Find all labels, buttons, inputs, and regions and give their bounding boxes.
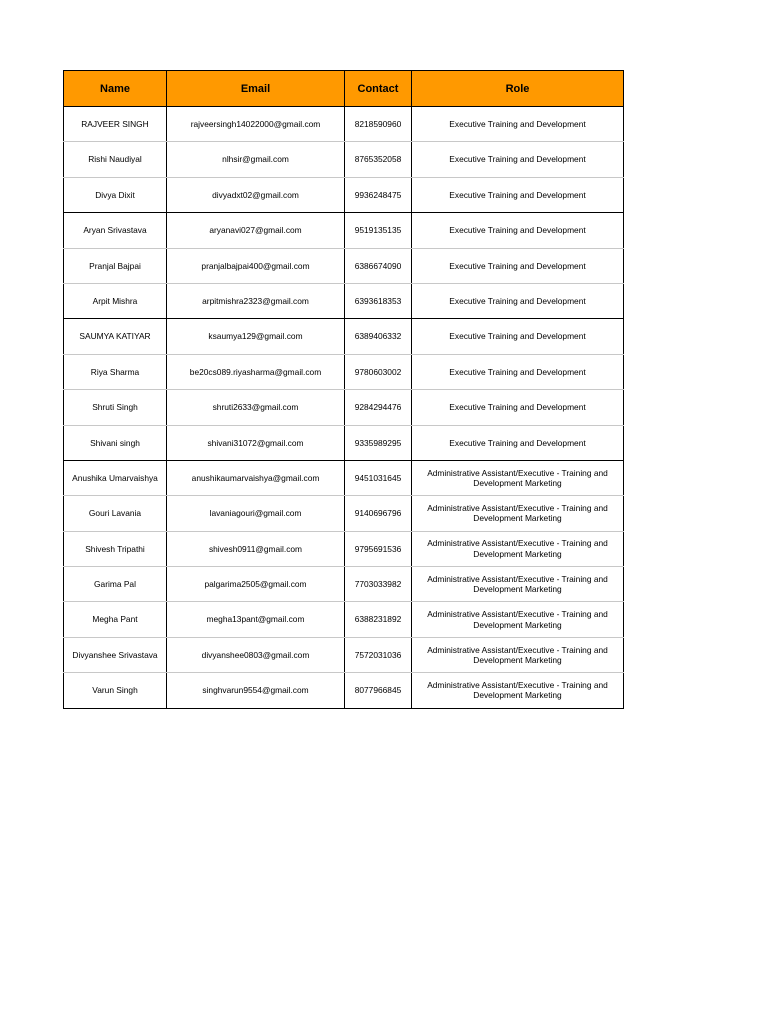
header-name: Name [64, 71, 167, 107]
cell-contact: 9335989295 [345, 425, 412, 460]
cell-email: divyanshee0803@gmail.com [167, 637, 345, 672]
table-row [64, 637, 624, 672]
cell-role: Administrative Assistant/Executive - Training and Development Marketing [412, 567, 624, 602]
cell-name: Shruti Singh [64, 390, 167, 425]
cell-email: be20cs089.riyasharma@gmail.com [167, 354, 345, 389]
cell-name: Shivesh Tripathi [64, 531, 167, 566]
cell-email: nlhsir@gmail.com [167, 142, 345, 177]
cell-contact: 7703033982 [345, 567, 412, 602]
table-header [64, 71, 624, 107]
cell-contact: 6386674090 [345, 248, 412, 283]
table-row [64, 460, 624, 495]
header-email: Email [167, 71, 345, 107]
cell-name: SAUMYA KATIYAR [64, 319, 167, 354]
cell-name: Anushika Umarvaishya [64, 460, 167, 495]
cell-name: Arpit Mishra [64, 283, 167, 318]
table-row [64, 390, 624, 425]
cell-contact: 9284294476 [345, 390, 412, 425]
cell-name: Varun Singh [64, 673, 167, 708]
cell-role: Executive Training and Development [412, 354, 624, 389]
table-row [64, 567, 624, 602]
cell-role: Administrative Assistant/Executive - Training and Development Marketing [412, 460, 624, 495]
cell-email: pranjalbajpai400@gmail.com [167, 248, 345, 283]
cell-name: Rishi Naudiyal [64, 142, 167, 177]
cell-role: Executive Training and Development [412, 283, 624, 318]
cell-role: Executive Training and Development [412, 425, 624, 460]
cell-name: Pranjal Bajpai [64, 248, 167, 283]
cell-role: Executive Training and Development [412, 390, 624, 425]
cell-name: Garima Pal [64, 567, 167, 602]
cell-name: Riya Sharma [64, 354, 167, 389]
cell-contact: 6388231892 [345, 602, 412, 637]
cell-name: Divyanshee Srivastava [64, 637, 167, 672]
contacts-table [63, 70, 624, 709]
cell-name: Aryan Srivastava [64, 213, 167, 248]
table-row [64, 673, 624, 708]
cell-contact: 8218590960 [345, 107, 412, 142]
cell-name: Gouri Lavania [64, 496, 167, 531]
cell-role: Executive Training and Development [412, 177, 624, 212]
table-body [64, 107, 624, 709]
header-role: Role [412, 71, 624, 107]
table-row [64, 354, 624, 389]
cell-role: Administrative Assistant/Executive - Training and Development Marketing [412, 496, 624, 531]
cell-role: Executive Training and Development [412, 142, 624, 177]
cell-email: palgarima2505@gmail.com [167, 567, 345, 602]
table-row [64, 107, 624, 142]
cell-role: Administrative Assistant/Executive - Training and Development Marketing [412, 637, 624, 672]
header-contact: Contact [345, 71, 412, 107]
cell-name: Shivani singh [64, 425, 167, 460]
cell-role: Executive Training and Development [412, 248, 624, 283]
cell-email: megha13pant@gmail.com [167, 602, 345, 637]
table-row [64, 496, 624, 531]
cell-email: lavaniagouri@gmail.com [167, 496, 345, 531]
table-row [64, 142, 624, 177]
cell-contact: 9519135135 [345, 213, 412, 248]
cell-contact: 9795691536 [345, 531, 412, 566]
cell-contact: 6389406332 [345, 319, 412, 354]
cell-contact: 8765352058 [345, 142, 412, 177]
cell-name: Divya Dixit [64, 177, 167, 212]
cell-email: shivesh0911@gmail.com [167, 531, 345, 566]
cell-role: Administrative Assistant/Executive - Training and Development Marketing [412, 602, 624, 637]
cell-contact: 6393618353 [345, 283, 412, 318]
cell-contact: 9451031645 [345, 460, 412, 495]
cell-email: aryanavi027@gmail.com [167, 213, 345, 248]
cell-email: arpitmishra2323@gmail.com [167, 283, 345, 318]
cell-email: anushikaumarvaishya@gmail.com [167, 460, 345, 495]
table-row [64, 602, 624, 637]
cell-email: shivani31072@gmail.com [167, 425, 345, 460]
cell-contact: 9936248475 [345, 177, 412, 212]
table-row [64, 177, 624, 212]
cell-email: divyadxt02@gmail.com [167, 177, 345, 212]
cell-contact: 8077966845 [345, 673, 412, 708]
cell-email: singhvarun9554@gmail.com [167, 673, 345, 708]
table-row [64, 425, 624, 460]
cell-role: Administrative Assistant/Executive - Training and Development Marketing [412, 531, 624, 566]
cell-role: Executive Training and Development [412, 107, 624, 142]
header-row [64, 71, 624, 107]
cell-email: shruti2633@gmail.com [167, 390, 345, 425]
cell-role: Executive Training and Development [412, 319, 624, 354]
cell-name: Megha Pant [64, 602, 167, 637]
cell-email: rajveersingh14022000@gmail.com [167, 107, 345, 142]
table-row [64, 283, 624, 318]
cell-name: RAJVEER SINGH [64, 107, 167, 142]
cell-contact: 9780603002 [345, 354, 412, 389]
cell-contact: 7572031036 [345, 637, 412, 672]
table-row [64, 319, 624, 354]
cell-role: Executive Training and Development [412, 213, 624, 248]
cell-role: Administrative Assistant/Executive - Training and Development Marketing [412, 673, 624, 708]
cell-contact: 9140696796 [345, 496, 412, 531]
table-row [64, 213, 624, 248]
table-row [64, 248, 624, 283]
table-row [64, 531, 624, 566]
cell-email: ksaumya129@gmail.com [167, 319, 345, 354]
